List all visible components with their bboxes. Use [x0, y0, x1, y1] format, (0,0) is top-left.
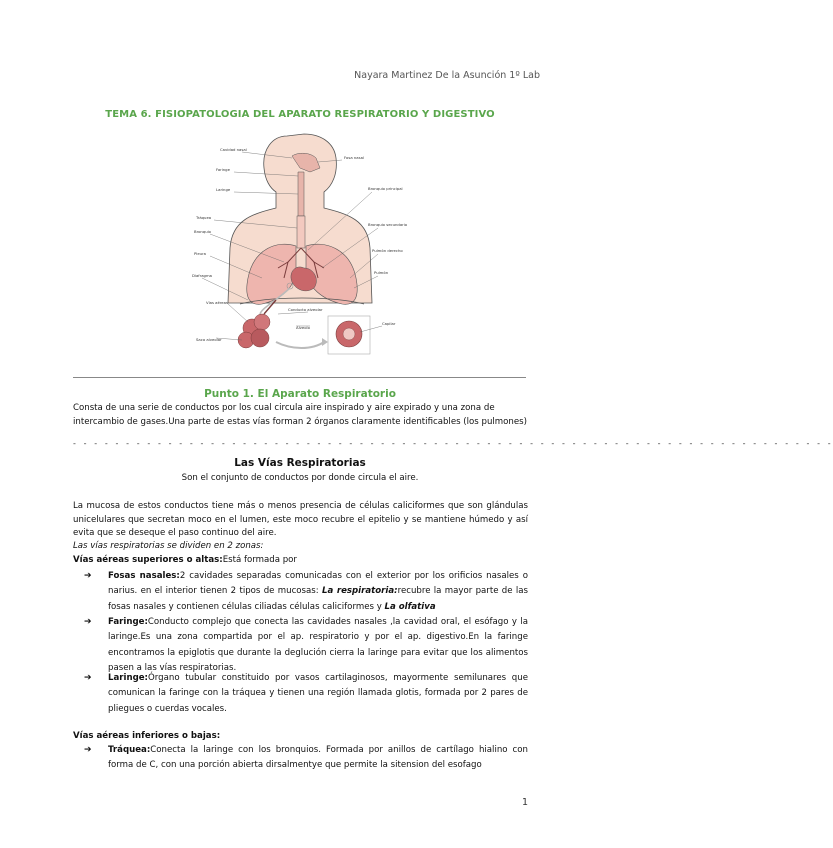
label-vias-aereas: Vías aéreas: [206, 300, 228, 305]
label-pleura: Pleura: [194, 251, 206, 256]
page-title: TEMA 6. FISIOPATOLOGIA DEL APARATO RESPIRATORIO Y DIGESTIVO: [105, 109, 495, 120]
list-item-fosas-nasales: [84, 569, 528, 615]
mucosa-paragraph: La mucosa de estos conductos tiene más o menos presencia de células caliciformes que son glándulas unicelulares que secretan moco en el lumen, este moco recubre el epitelio y se mantiene húmedo y así evita que se deseque el paso continuo del aire.: [73, 501, 528, 539]
label-cavidad-nasal: Cavidad nasal: [220, 147, 247, 152]
text-traquea: Conecta la laringe con los bronquios. Formada por anillos de cartílago hialino con forma de C, con una porción abierta dirsalmentye que permite la sitension del esofago: [108, 745, 528, 771]
term-traquea: Tráquea:: [108, 745, 151, 755]
label-faringe: Faringe: [216, 167, 230, 172]
label-saco-alveolar: Saco alveolar: [196, 337, 222, 342]
subsection-subtitle: Son el conjunto de conductos por donde circula el aire.: [181, 473, 419, 483]
label-pulmon: Pulmón: [374, 270, 389, 275]
label-bronquio-principal: Bronquio principal: [368, 186, 403, 191]
text-faringe: Conducto complejo que conecta las cavidades nasales ,la cavidad oral, el esófago y la laringe.Es una zona compartida por el ap. respiratorio y por el ap. digestivo.En la faringe encontramos la epiglotis que durante la deglución cierra la laringe para evitar que los alimentos pasen a las vías respiratorias.: [108, 617, 528, 673]
respiratory-system-illustration: [192, 128, 410, 362]
label-laringe: Laringe: [216, 187, 231, 192]
term-fosas-nasales: Fosas nasales:: [108, 571, 180, 581]
label-bronquio-secundario: Bronquio secundario: [368, 222, 408, 227]
text-fosas-nasales-1: 2 cavidades separadas comunicadas con el exterior por los orificios nasales o narius. en el interior tienen 2 tipos de mucosas:: [108, 571, 528, 597]
section-divider: [73, 377, 526, 378]
label-pulmon-derecho: Pulmón derecho: [372, 248, 403, 253]
subsection-title: Las Vías Respiratorias: [234, 457, 366, 469]
dashed-separator: - - - - - - - - - - - - - - - - - - - - - - - - - - - - - - - - - - - - - - - - - - - - - - - - - - - - - - - - - - - - - - - - - - - - - - - -: [73, 439, 833, 448]
em-olfativa: La olfativa: [384, 601, 436, 612]
label-alveolo: Alveolo: [296, 325, 310, 330]
label-traquea: Tráquea: [196, 215, 212, 220]
label-conducto-alveolar: Conducto alveolar: [288, 307, 323, 312]
list-item-traquea: [84, 743, 528, 774]
section-intro: Consta de una serie de conductos por los cual circula aire inspirado y aire expirado y una zona de intercambio de gases.Una parte de estas vías forman 2 órganos claramente identificables (los pulmones): [73, 403, 527, 427]
upper-airways-label: Vías aéreas superiores o altas:: [73, 555, 223, 565]
term-laringe: Laringe:: [108, 673, 148, 683]
respiratory-diagram: [192, 128, 410, 362]
em-respiratoria: La respiratoria:: [322, 586, 398, 597]
text-laringe: Órgano tubular constituido por vasos cartilaginosos, mayormente semilunares que comunican la faringe con la tráquea y tienen una región llamada glotis, formada por 2 pares de pliegues o cuerdas vocales.: [108, 673, 528, 714]
term-faringe: Faringe:: [108, 617, 148, 627]
text-fosas-nasales-2: recubre la mayor parte de las fosas nasales y contienen células ciliadas células caliciformes y: [108, 586, 528, 612]
label-fosa-nasal: Fosa nasal: [344, 155, 364, 160]
arrow-icon: ➔: [84, 673, 92, 683]
upper-airways-heading: [73, 555, 297, 565]
arrow-icon: ➔: [84, 571, 92, 581]
header-author: Nayara Martinez De la Asunción 1º Lab: [354, 70, 540, 81]
page-number: 1: [521, 797, 528, 808]
list-item-faringe: [84, 615, 528, 676]
alveolar-sac-illustration: [238, 300, 276, 348]
arrow-icon: ➔: [84, 617, 92, 627]
zones-intro: Las vías respiratorias se dividen en 2 zonas:: [73, 541, 264, 551]
upper-airways-rest: Está formada por: [222, 555, 297, 565]
label-bronquio: Bronquio: [194, 229, 212, 234]
label-diafragma: Diafragma: [192, 273, 212, 278]
arrow-icon: ➔: [84, 745, 92, 755]
lower-airways-heading: Vías aéreas inferiores o bajas:: [73, 731, 221, 741]
list-item-laringe: [84, 671, 528, 717]
section-title: Punto 1. El Aparato Respiratorio: [204, 388, 396, 400]
label-capilar: Capilar: [382, 321, 396, 326]
